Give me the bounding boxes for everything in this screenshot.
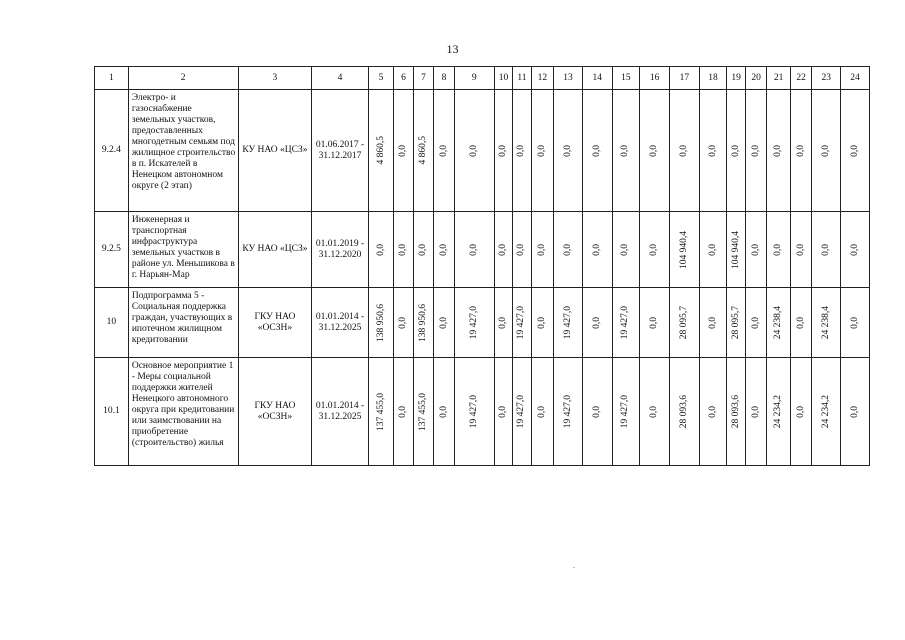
value-text: 28 095,7 [730, 305, 741, 340]
value-cell [727, 212, 745, 288]
value-text: 137 455,0 [375, 392, 386, 431]
value-text: 0,0 [849, 243, 860, 256]
value-text: 0,0 [591, 316, 602, 329]
value-cell [554, 358, 583, 466]
value-text: 19 427,0 [562, 305, 573, 340]
value-cell [640, 288, 670, 358]
value-text: 0,0 [820, 144, 831, 157]
value-text: 24 234,2 [773, 394, 784, 429]
value-cell [699, 288, 727, 358]
value-text: 0,0 [516, 144, 527, 157]
value-cell [767, 90, 791, 212]
value-text: 19 427,0 [468, 305, 479, 340]
value-text: 0,0 [562, 144, 573, 157]
row-code: 10 [95, 288, 129, 358]
value-cell [494, 212, 512, 288]
value-cell [669, 212, 699, 288]
value-cell [812, 288, 841, 358]
value-text: 0,0 [707, 405, 718, 418]
column-header: 9 [454, 67, 494, 90]
column-header: 19 [727, 67, 745, 90]
value-text: 24 238,4 [773, 305, 784, 340]
value-cell [513, 288, 531, 358]
value-text: 28 095,7 [678, 305, 689, 340]
value-cell [434, 90, 455, 212]
value-cell [494, 358, 512, 466]
row-period: 01.01.2019 - 31.12.2020 [312, 212, 368, 288]
value-text: 24 238,4 [820, 305, 831, 340]
value-text: 0,0 [536, 243, 547, 256]
value-text: 0,0 [468, 243, 479, 256]
value-cell [394, 90, 413, 212]
value-cell [612, 212, 640, 288]
value-cell [727, 90, 745, 212]
column-header: 10 [494, 67, 512, 90]
value-cell [790, 90, 812, 212]
column-header: 16 [640, 67, 670, 90]
value-cell [531, 288, 554, 358]
value-text: 0,0 [438, 316, 449, 329]
row-name: Инженерная и транспортная инфраструктура земельных участков в районе ул. Меньшикова в г. Нарьян-Мар [128, 212, 238, 288]
value-cell [727, 288, 745, 358]
value-text: 0,0 [773, 243, 784, 256]
value-text: 19 427,0 [620, 394, 631, 429]
row-code: 9.2.4 [95, 90, 129, 212]
column-header: 23 [812, 67, 841, 90]
value-cell [394, 288, 413, 358]
value-text: 138 950,6 [418, 303, 429, 342]
value-cell [841, 288, 870, 358]
value-text: 0,0 [795, 243, 806, 256]
value-cell [669, 90, 699, 212]
table-row [95, 212, 870, 288]
value-cell [434, 212, 455, 288]
value-cell [767, 288, 791, 358]
value-text: 0,0 [649, 243, 660, 256]
column-header: 5 [368, 67, 394, 90]
row-executor: КУ НАО «ЦСЗ» [238, 212, 312, 288]
value-cell [790, 358, 812, 466]
value-text: 0,0 [398, 316, 409, 329]
value-text: 28 093,6 [678, 394, 689, 429]
row-executor: ГКУ НАО «ОСЗН» [238, 358, 312, 466]
value-text: 104 940,4 [730, 230, 741, 269]
value-text: 19 427,0 [516, 394, 527, 429]
value-cell [699, 90, 727, 212]
value-text: 0,0 [707, 316, 718, 329]
value-text: 0,0 [591, 243, 602, 256]
value-cell [394, 358, 413, 466]
value-text: 19 427,0 [468, 394, 479, 429]
value-cell [640, 358, 670, 466]
column-header: 17 [669, 67, 699, 90]
value-cell [454, 288, 494, 358]
value-text: 0,0 [750, 405, 761, 418]
value-text: 0,0 [773, 144, 784, 157]
value-cell [745, 288, 767, 358]
value-text: 0,0 [591, 144, 602, 157]
value-cell [368, 90, 394, 212]
row-period: 01.06.2017 - 31.12.2017 [312, 90, 368, 212]
value-text: 24 234,2 [820, 394, 831, 429]
value-cell [434, 288, 455, 358]
value-text: 0,0 [750, 144, 761, 157]
value-cell [368, 212, 394, 288]
value-cell [745, 90, 767, 212]
table-row [95, 90, 870, 212]
header-row [95, 67, 870, 90]
column-header: 6 [394, 67, 413, 90]
value-cell [699, 358, 727, 466]
value-cell [669, 288, 699, 358]
row-name: Электро- и газоснабжение земельных участков, предоставленных многодетным семьям под жилищное строительство в п. Искателей в Ненецком автономном округе (2 этап) [128, 90, 238, 212]
value-text: 0,0 [795, 144, 806, 157]
value-cell [513, 358, 531, 466]
value-cell [582, 358, 612, 466]
value-cell [612, 288, 640, 358]
value-cell [612, 90, 640, 212]
value-text: 0,0 [649, 144, 660, 157]
value-cell [727, 358, 745, 466]
column-header: 2 [128, 67, 238, 90]
column-header: 22 [790, 67, 812, 90]
value-text: 0,0 [398, 243, 409, 256]
value-cell [745, 212, 767, 288]
value-text: 138 950,6 [375, 303, 386, 342]
column-header: 11 [513, 67, 531, 90]
value-cell [531, 90, 554, 212]
value-text: 4 860,5 [375, 136, 386, 165]
value-text: 137 455,0 [418, 392, 429, 431]
value-cell [669, 358, 699, 466]
column-header: 21 [767, 67, 791, 90]
column-header: 20 [745, 67, 767, 90]
value-text: 0,0 [620, 243, 631, 256]
value-text: 0,0 [649, 316, 660, 329]
value-cell [582, 90, 612, 212]
value-cell [368, 288, 394, 358]
column-header: 13 [554, 67, 583, 90]
column-header: 14 [582, 67, 612, 90]
value-cell [554, 212, 583, 288]
value-cell [554, 288, 583, 358]
value-text: 0,0 [497, 405, 508, 418]
value-text: 0,0 [516, 243, 527, 256]
value-text: 0,0 [562, 243, 573, 256]
value-cell [812, 358, 841, 466]
value-cell [454, 90, 494, 212]
row-period: 01.01.2014 - 31.12.2025 [312, 288, 368, 358]
value-text: 0,0 [591, 405, 602, 418]
column-header: 1 [95, 67, 129, 90]
value-cell [513, 212, 531, 288]
value-text: 0,0 [795, 405, 806, 418]
value-text: 19 427,0 [516, 305, 527, 340]
value-cell [413, 288, 434, 358]
column-header: 4 [312, 67, 368, 90]
value-text: 0,0 [849, 316, 860, 329]
row-code: 9.2.5 [95, 212, 129, 288]
row-name: Основное мероприятие 1 - Меры социальной поддержки жителей Ненецкого автономного округа при кредитовании или заимствовании на приобретение (строительство) жилья [128, 358, 238, 466]
value-cell [413, 90, 434, 212]
value-text: 0,0 [849, 144, 860, 157]
value-text: 0,0 [536, 144, 547, 157]
row-period: 01.01.2014 - 31.12.2025 [312, 358, 368, 466]
value-cell [841, 212, 870, 288]
value-text: 0,0 [497, 243, 508, 256]
value-cell [413, 212, 434, 288]
value-cell [841, 358, 870, 466]
column-header: 24 [841, 67, 870, 90]
value-text: 0,0 [468, 144, 479, 157]
row-name: Подпрограмма 5 - Социальная поддержка граждан, участвующих в ипотечном жилищном кредитовании [128, 288, 238, 358]
value-cell [699, 212, 727, 288]
table-row [95, 358, 870, 466]
value-cell [494, 288, 512, 358]
scan-speck [573, 567, 575, 568]
row-executor: КУ НАО «ЦСЗ» [238, 90, 312, 212]
value-text: 0,0 [418, 243, 429, 256]
value-text: 19 427,0 [620, 305, 631, 340]
value-cell [531, 358, 554, 466]
value-cell [640, 90, 670, 212]
value-text: 0,0 [497, 316, 508, 329]
value-cell [582, 212, 612, 288]
value-text: 0,0 [438, 144, 449, 157]
value-text: 0,0 [849, 405, 860, 418]
value-text: 0,0 [438, 243, 449, 256]
value-cell [767, 212, 791, 288]
value-text: 0,0 [820, 243, 831, 256]
value-cell [394, 212, 413, 288]
value-text: 0,0 [750, 243, 761, 256]
value-text: 28 093,6 [730, 394, 741, 429]
value-text: 104 940,4 [678, 230, 689, 269]
value-cell [454, 212, 494, 288]
column-header: 7 [413, 67, 434, 90]
value-cell [582, 288, 612, 358]
value-cell [494, 90, 512, 212]
row-code: 10.1 [95, 358, 129, 466]
value-cell [454, 358, 494, 466]
column-header: 12 [531, 67, 554, 90]
value-cell [767, 358, 791, 466]
value-text: 0,0 [398, 405, 409, 418]
value-text: 0,0 [375, 243, 386, 256]
value-text: 0,0 [536, 405, 547, 418]
value-text: 4 860,5 [418, 136, 429, 165]
value-text: 0,0 [398, 144, 409, 157]
value-cell [745, 358, 767, 466]
value-cell [368, 358, 394, 466]
value-text: 0,0 [750, 316, 761, 329]
value-text: 0,0 [649, 405, 660, 418]
column-header: 8 [434, 67, 455, 90]
value-text: 0,0 [438, 405, 449, 418]
value-text: 0,0 [730, 144, 741, 157]
column-header: 15 [612, 67, 640, 90]
value-text: 19 427,0 [562, 394, 573, 429]
value-cell [612, 358, 640, 466]
value-cell [531, 212, 554, 288]
value-text: 0,0 [678, 144, 689, 157]
value-text: 0,0 [497, 144, 508, 157]
value-cell [434, 358, 455, 466]
table-row [95, 288, 870, 358]
value-text: 0,0 [707, 144, 718, 157]
value-cell [640, 212, 670, 288]
value-text: 0,0 [707, 243, 718, 256]
value-text: 0,0 [620, 144, 631, 157]
column-header: 3 [238, 67, 312, 90]
value-cell [790, 288, 812, 358]
value-text: 0,0 [795, 316, 806, 329]
budget-table [94, 66, 870, 466]
value-cell [554, 90, 583, 212]
value-cell [790, 212, 812, 288]
value-cell [812, 212, 841, 288]
value-cell [812, 90, 841, 212]
column-header: 18 [699, 67, 727, 90]
value-cell [841, 90, 870, 212]
row-executor: ГКУ НАО «ОСЗН» [238, 288, 312, 358]
value-text: 0,0 [536, 316, 547, 329]
value-cell [513, 90, 531, 212]
value-cell [413, 358, 434, 466]
page-number: 13 [446, 42, 459, 56]
